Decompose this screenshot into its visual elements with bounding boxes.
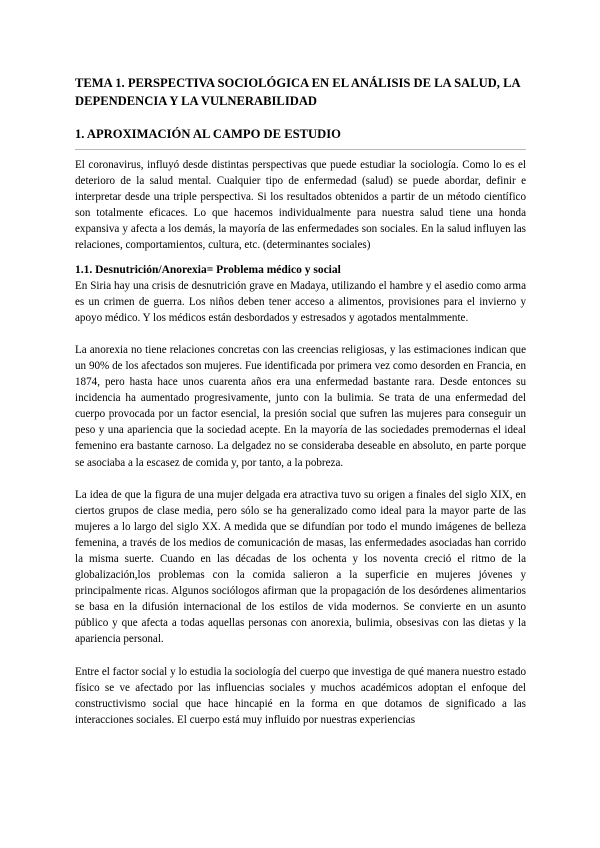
main-title: TEMA 1. PERSPECTIVA SOCIOLÓGICA EN EL ANÁLISIS DE LA SALUD, LA DEPENDENCIA Y LA VULNERABILIDAD: [75, 76, 520, 108]
subsection-title: 1.1. Desnutrición/Anorexia= Problema médico y social: [75, 263, 341, 276]
section-title: 1. APROXIMACIÓN AL CAMPO DE ESTUDIO: [75, 126, 526, 150]
document-body: [75, 74, 526, 728]
intro-paragraph: El coronavirus, influyó desde distintas perspectivas que puede estudiar la sociología. Como lo es el deterioro de la salud mental. Cualquier tipo de enfermedad (salud) se puede abordar, definir e interpretar desde una triple perspectiva. Si los resultados obtenidos a partir de un método científico son totalmente eficaces. Lo que hacemos individualmente para nuestra salud tiene una honda expansiva y afecta a los demás, la mayoría de las enfermedades son sociales. En la salud influyen las relaciones, comportamientos, cultura, etc. (determinantes sociales): [75, 159, 526, 252]
paragraph-delgadez: La idea de que la figura de una mujer delgada era atractiva tuvo su origen a finales del siglo XIX, en ciertos grupos de clase media, pero sólo se ha generalizado como ideal para la mayor parte de las mujeres a lo largo del siglo XX. A medida que se difundían por todo el mundo imágenes de belleza femenina, a través de los medios de comunicación de masas, las enfermedades asociadas han corrido la misma suerte. Cuando en las décadas de los ochenta y los noventa creció el ritmo de la globalización,los problemas con la comida salieron a la superficie en mujeres jóvenes y principalmente ricas. Algunos sociólogos afirman que la propagación de los desórdenes alimentarios se basa en la difusión internacional de los estilos de vida modernos. Se convierte en un asunto público y que afecta a todas aquellas personas con anorexia, bulimia, obsesivas con las dietas y la apariencia personal.: [75, 488, 526, 646]
paragraph-sociologia-cuerpo: Entre el factor social y lo estudia la sociología del cuerpo que investiga de qué manera nuestro estado físico se ve afectado por las influencias sociales y muchos académicos adoptan el enfoque del constructivismo social que hace hincapié en la forma en que dotamos de significado a las interacciones sociales. El cuerpo está muy influido por nuestras experiencias: [75, 665, 526, 726]
paragraph-siria: En Siria hay una crisis de desnutrición grave en Madaya, utilizando el hambre y el asedio como arma es un crimen de guerra. Los niños deben tener acceso a alimentos, provisiones para el invierno y apoyo médico. Y los médicos están desbordados y estresados y agotados mentalmmente.: [75, 279, 526, 324]
paragraph-anorexia: La anorexia no tiene relaciones concretas con las creencias religiosas, y las estimaciones indican que un 90% de los afectados son mujeres. Fue identificada por primera vez como desorden en Francia, en 1874, pero hasta hace unos cuarenta años era una enfermedad bastante rara. Desde entonces su incidencia ha aumentado progresivamente, junto con la bulimia. Se trata de una enfermedad del cuerpo provocada por un factor esencial, la presión social que sufren las mujeres para conseguir un peso y una apariencia que la sociedad acepte. En la mayoría de las sociedades premodernas el ideal femenino era bastante carnoso. La delgadez no se consideraba deseable en absoluto, en parte porque se asociaba a la escasez de comida y, por tanto, a la pobreza.: [75, 343, 526, 469]
